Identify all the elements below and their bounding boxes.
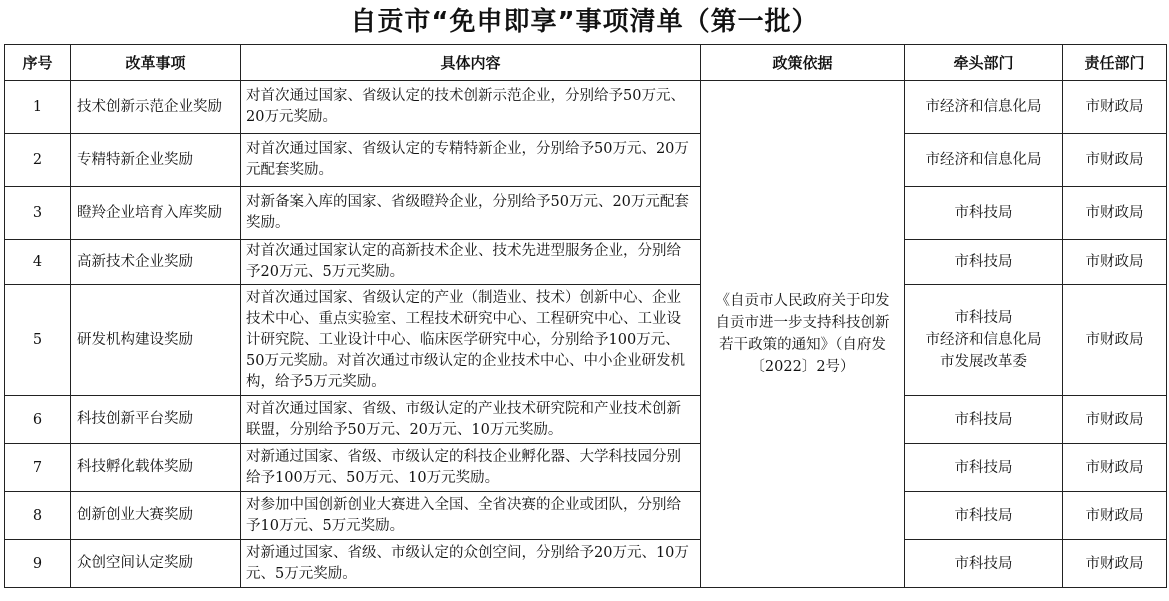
content-text: 对首次通过国家、省级认定的专精特新企业，分别给予50万元、20万元配套奖励。 — [241, 134, 701, 187]
content-text: 对首次通过国家、省级认定的技术创新示范企业，分别给予50万元、20万元奖励。 — [241, 81, 701, 134]
table-row — [5, 187, 1167, 240]
row-number: 2 — [5, 134, 71, 187]
lead-department-name: 市经济和信息化局 — [925, 99, 1042, 115]
lead-department — [905, 285, 1063, 396]
responsible-department: 市财政局 — [1063, 396, 1167, 444]
content-text: 对首次通过国家、省级、市级认定的产业技术研究院和产业技术创新联盟，分别给予50万元、20万元、10万元奖励。 — [241, 396, 701, 444]
row-number: 7 — [5, 444, 71, 492]
reform-item: 创新创业大赛奖励 — [71, 492, 241, 540]
lead-department-name: 市科技局 — [954, 555, 1013, 572]
table-row — [5, 285, 1167, 396]
row-number: 3 — [5, 187, 71, 240]
lead-department — [905, 240, 1063, 285]
reform-item: 技术创新示范企业奖励 — [71, 81, 241, 134]
responsible-department: 市财政局 — [1063, 134, 1167, 187]
row-number: 5 — [5, 285, 71, 396]
lead-department — [905, 81, 1063, 134]
lead-department-name: 市科技局 — [954, 205, 1013, 221]
header-no: 序号 — [5, 45, 71, 81]
policy-basis: 《自贡市人民政府关于印发自贡市进一步支持科技创新若干政策的通知》（自府发〔2022〕2号） — [701, 81, 905, 588]
responsible-department: 市财政局 — [1063, 444, 1167, 492]
lead-department — [905, 187, 1063, 240]
table-row — [5, 81, 1167, 134]
header-resp: 责任部门 — [1063, 45, 1167, 81]
lead-department — [905, 492, 1063, 540]
reform-item: 高新技术企业奖励 — [71, 240, 241, 285]
header-basis: 政策依据 — [701, 45, 905, 81]
responsible-department: 市财政局 — [1063, 187, 1167, 240]
table-row — [5, 134, 1167, 187]
lead-department-name: 市科技局 — [954, 459, 1013, 476]
lead-department — [905, 396, 1063, 444]
policy-table — [4, 44, 1167, 588]
lead-department-name: 市经济和信息化局 — [925, 332, 1042, 348]
row-number: 9 — [5, 540, 71, 588]
lead-department-name: 市科技局 — [954, 254, 1013, 270]
lead-department-name: 市科技局 — [954, 310, 1013, 326]
lead-department — [905, 444, 1063, 492]
lead-department-name: 市科技局 — [954, 411, 1013, 428]
header-reform: 改革事项 — [71, 45, 241, 81]
row-number: 6 — [5, 396, 71, 444]
header-content: 具体内容 — [241, 45, 701, 81]
table-row — [5, 492, 1167, 540]
reform-item: 专精特新企业奖励 — [71, 134, 241, 187]
lead-department-name: 市发展改革委 — [940, 354, 1027, 370]
row-number: 1 — [5, 81, 71, 134]
content-text: 对新通过国家、省级、市级认定的众创空间，分别给予20万元、10万元、5万元奖励。 — [241, 540, 701, 588]
page-title: 自贡市“免申即享”事项清单（第一批） — [350, 7, 819, 37]
table-row — [5, 396, 1167, 444]
lead-department-name: 市经济和信息化局 — [925, 152, 1042, 168]
content-text: 对新通过国家、省级、市级认定的科技企业孵化器、大学科技园分别给予100万元、50万元、10万元奖励。 — [241, 444, 701, 492]
reform-item: 科技创新平台奖励 — [71, 396, 241, 444]
reform-item: 众创空间认定奖励 — [71, 540, 241, 588]
responsible-department: 市财政局 — [1063, 540, 1167, 588]
responsible-department: 市财政局 — [1063, 81, 1167, 134]
content-text: 对参加中国创新创业大赛进入全国、全省决赛的企业或团队，分别给予10万元、5万元奖励。 — [241, 492, 701, 540]
content-text: 对新备案入库的国家、省级瞪羚企业，分别给予50万元、20万元配套奖励。 — [241, 187, 701, 240]
row-number: 4 — [5, 240, 71, 285]
lead-department — [905, 540, 1063, 588]
content-text: 对首次通过国家认定的高新技术企业、技术先进型服务企业，分别给予20万元、5万元奖励。 — [241, 240, 701, 285]
table-row — [5, 240, 1167, 285]
header-lead: 牵头部门 — [905, 45, 1063, 81]
table-row — [5, 444, 1167, 492]
reform-item: 研发机构建设奖励 — [71, 285, 241, 396]
table-row — [5, 540, 1167, 588]
lead-department-name: 市科技局 — [954, 507, 1013, 524]
reform-item: 瞪羚企业培育入库奖励 — [71, 187, 241, 240]
row-number: 8 — [5, 492, 71, 540]
table-header-row — [5, 45, 1167, 81]
lead-department — [905, 134, 1063, 187]
responsible-department: 市财政局 — [1063, 492, 1167, 540]
reform-item: 科技孵化载体奖励 — [71, 444, 241, 492]
responsible-department: 市财政局 — [1063, 285, 1167, 396]
responsible-department: 市财政局 — [1063, 240, 1167, 285]
content-text: 对首次通过国家、省级认定的产业（制造业、技术）创新中心、企业技术中心、重点实验室、工程技术研究中心、工程研究中心、工业设计研究院、工业设计中心、临床医学研究中心，分别给予100万元、50万元奖励。对首次通过市级认定的企业技术中心、中小企业研发机构，给予5万元奖励。 — [241, 285, 701, 396]
